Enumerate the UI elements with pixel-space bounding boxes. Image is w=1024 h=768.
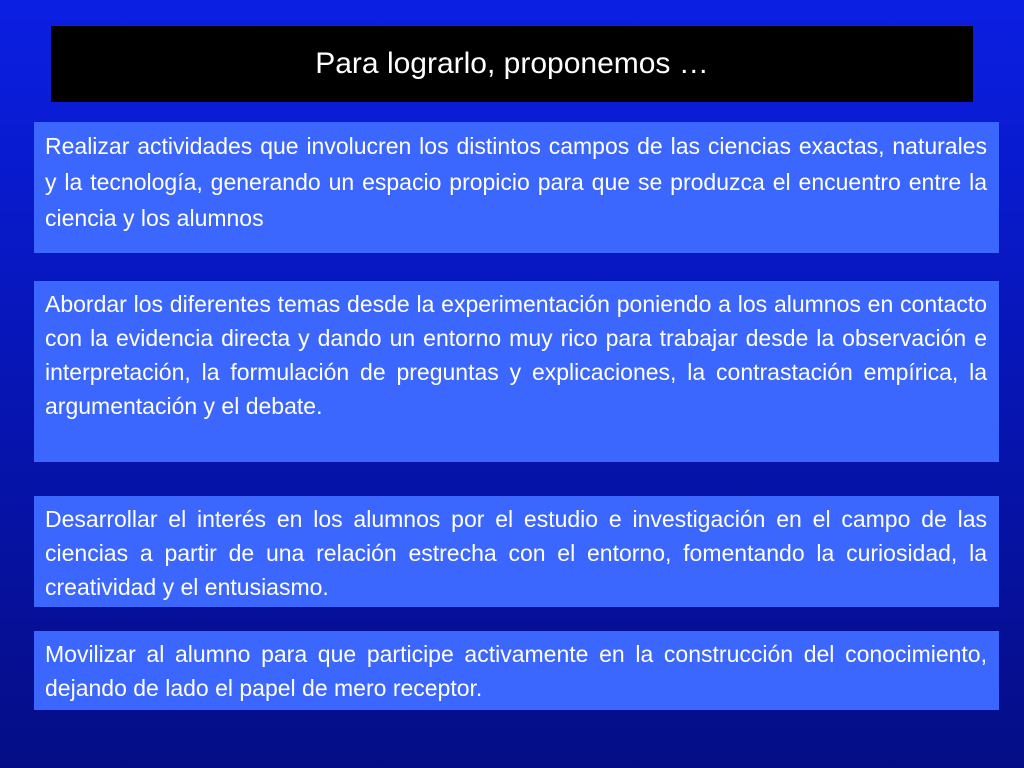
slide-title: Para lograrlo, proponemos … [315, 47, 709, 80]
slide-title-box [51, 26, 973, 102]
objective-text-1: Realizar actividades que involucren los distintos campos de las ciencias exactas, naturales y la tecnología, generando un espacio propicio para que se produzca el encuentro entre la ciencia y los alumnos [45, 133, 987, 231]
objective-box-2 [34, 281, 999, 462]
objective-text-2: Abordar los diferentes temas desde la experimentación poniendo a los alumnos en contacto con la evidencia directa y dando un entorno muy rico para trabajar desde la observación e interpretación, la formulación de preguntas y explicaciones, la contrastación empírica, la argumentación y el debate. [45, 291, 987, 419]
objective-box-4 [34, 631, 999, 710]
objective-text-3: Desarrollar el interés en los alumnos por el estudio e investigación en el campo de las ciencias a partir de una relación estrecha con el entorno, fomentando la curiosidad, la creatividad y el entusiasmo. [45, 506, 987, 600]
objective-box-1 [34, 122, 999, 253]
objective-text-4: Movilizar al alumno para que participe activamente en la construcción del conocimiento, dejando de lado el papel de mero receptor. [45, 641, 987, 701]
objective-box-3 [34, 496, 999, 607]
